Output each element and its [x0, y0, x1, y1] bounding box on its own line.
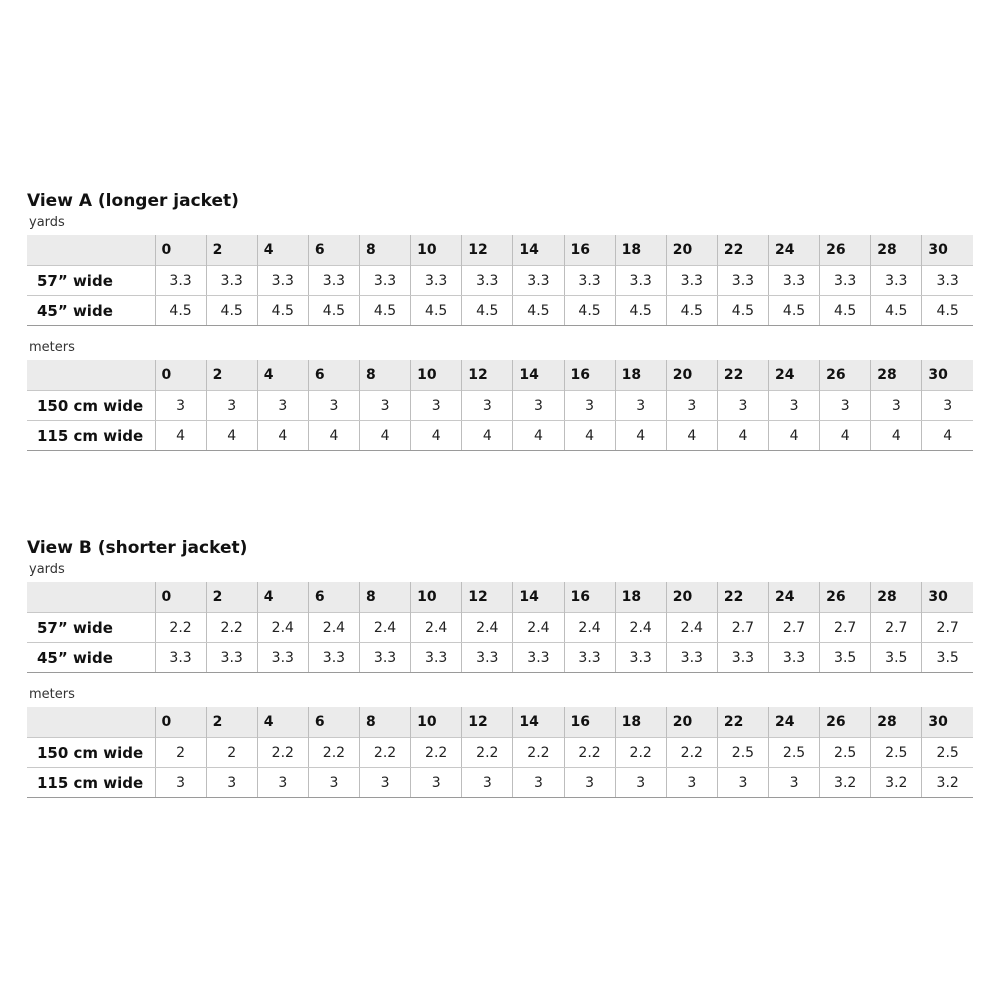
view-a-unit-label-yards: yards	[29, 215, 65, 230]
table-row	[27, 613, 973, 643]
yardage-cell: 3.3	[615, 266, 666, 296]
yardage-cell: 3.3	[717, 266, 768, 296]
header-corner-cell	[27, 235, 155, 266]
size-header-row	[27, 582, 973, 613]
size-header-cell: 8	[360, 582, 411, 613]
yardage-cell: 3.2	[871, 768, 922, 798]
size-header-cell: 28	[871, 707, 922, 738]
yardage-cell: 2.4	[360, 613, 411, 643]
yardage-cell: 2.4	[462, 613, 513, 643]
yardage-cell: 4.5	[308, 296, 359, 326]
size-header-cell: 22	[717, 582, 768, 613]
row-label: 57” wide	[27, 266, 155, 296]
row-label: 45” wide	[27, 296, 155, 326]
size-header-cell: 16	[564, 235, 615, 266]
size-header-cell: 8	[360, 235, 411, 266]
yardage-cell: 3.3	[513, 266, 564, 296]
row-label: 57” wide	[27, 613, 155, 643]
table-row	[27, 266, 973, 296]
size-header-cell: 6	[308, 235, 359, 266]
yardage-cell: 3.5	[922, 643, 973, 673]
yardage-cell: 4.5	[717, 296, 768, 326]
yardage-cell: 2.7	[871, 613, 922, 643]
size-header-cell: 22	[717, 235, 768, 266]
table-row	[27, 768, 973, 798]
yardage-cell: 2.2	[206, 613, 257, 643]
yardage-cell: 2.4	[513, 613, 564, 643]
size-header-cell: 30	[922, 235, 973, 266]
yardage-cell: 3.3	[308, 266, 359, 296]
size-header-cell: 0	[155, 582, 206, 613]
yardage-cell: 3	[769, 768, 820, 798]
yardage-cell: 2.5	[922, 738, 973, 768]
yardage-cell: 3.3	[922, 266, 973, 296]
size-header-cell: 14	[513, 360, 564, 391]
row-label: 115 cm wide	[27, 768, 155, 798]
yardage-cell: 3.3	[462, 643, 513, 673]
yardage-cell: 3	[206, 768, 257, 798]
yardage-cell: 3	[462, 768, 513, 798]
yardage-cell: 2.2	[615, 738, 666, 768]
yardage-cell: 2.7	[922, 613, 973, 643]
view-b-section	[27, 535, 973, 811]
yardage-cell: 3.3	[308, 643, 359, 673]
yardage-cell: 3.3	[411, 643, 462, 673]
yardage-cell: 4.5	[615, 296, 666, 326]
yardage-cell: 2.4	[411, 613, 462, 643]
table-row	[27, 738, 973, 768]
size-header-cell: 28	[871, 235, 922, 266]
yardage-cell: 2.2	[308, 738, 359, 768]
yardage-cell: 3.3	[769, 266, 820, 296]
yardage-cell: 3	[360, 391, 411, 421]
size-header-cell: 26	[820, 235, 871, 266]
size-header-cell: 20	[666, 360, 717, 391]
yardage-cell: 3.3	[564, 643, 615, 673]
size-header-cell: 6	[308, 360, 359, 391]
yardage-cell: 3.3	[462, 266, 513, 296]
yardage-cell: 3	[206, 391, 257, 421]
size-header-cell: 2	[206, 360, 257, 391]
yardage-cell: 4	[666, 421, 717, 451]
size-header-cell: 30	[922, 582, 973, 613]
size-header-cell: 12	[462, 707, 513, 738]
yardage-cell: 4	[513, 421, 564, 451]
size-header-cell: 14	[513, 707, 564, 738]
yardage-cell: 3	[513, 768, 564, 798]
yardage-cell: 3	[666, 768, 717, 798]
size-header-cell: 12	[462, 235, 513, 266]
view-b-tables	[27, 561, 973, 798]
size-header-cell: 4	[257, 582, 308, 613]
yardage-cell: 3.3	[257, 266, 308, 296]
yardage-cell: 2.4	[257, 613, 308, 643]
size-header-cell: 18	[615, 582, 666, 613]
size-header-cell: 4	[257, 235, 308, 266]
size-header-cell: 10	[411, 360, 462, 391]
yardage-cell: 3	[462, 391, 513, 421]
yardage-cell: 3	[411, 391, 462, 421]
yardage-cell: 3.3	[155, 266, 206, 296]
yardage-cell: 3	[411, 768, 462, 798]
size-header-cell: 12	[462, 582, 513, 613]
size-header-cell: 18	[615, 360, 666, 391]
view-a-tables	[27, 214, 973, 451]
size-header-cell: 2	[206, 235, 257, 266]
size-header-cell: 28	[871, 360, 922, 391]
view-b-yards-table	[27, 582, 973, 673]
yardage-cell: 4	[717, 421, 768, 451]
yardage-cell: 2.7	[717, 613, 768, 643]
size-header-cell: 24	[769, 235, 820, 266]
size-header-row	[27, 360, 973, 391]
yardage-cell: 3	[769, 391, 820, 421]
size-header-cell: 10	[411, 707, 462, 738]
size-header-cell: 12	[462, 360, 513, 391]
view-a-title: View A (longer jacket)	[27, 191, 239, 211]
yardage-cell: 3.3	[871, 266, 922, 296]
size-header-row	[27, 235, 973, 266]
yardage-cell: 2.2	[564, 738, 615, 768]
yardage-cell: 2.2	[257, 738, 308, 768]
yardage-cell: 3	[871, 391, 922, 421]
size-header-cell: 0	[155, 360, 206, 391]
size-header-cell: 30	[922, 360, 973, 391]
yardage-cell: 4.5	[871, 296, 922, 326]
size-header-cell: 8	[360, 707, 411, 738]
size-header-cell: 26	[820, 707, 871, 738]
yardage-cell: 4	[564, 421, 615, 451]
size-header-cell: 30	[922, 707, 973, 738]
view-a-section	[27, 188, 973, 464]
yardage-cell: 3	[564, 391, 615, 421]
size-header-cell: 16	[564, 582, 615, 613]
yardage-cell: 4	[360, 421, 411, 451]
yardage-cell: 3.5	[871, 643, 922, 673]
yardage-cell: 3.2	[922, 768, 973, 798]
size-header-cell: 18	[615, 707, 666, 738]
yardage-cell: 3	[308, 391, 359, 421]
yardage-cell: 3.3	[666, 643, 717, 673]
size-header-cell: 2	[206, 582, 257, 613]
yardage-cell: 3.3	[155, 643, 206, 673]
yardage-cell: 2.4	[564, 613, 615, 643]
yardage-cell: 3	[820, 391, 871, 421]
row-label: 150 cm wide	[27, 738, 155, 768]
yardage-cell: 2.2	[155, 613, 206, 643]
view-a-meters-table	[27, 360, 973, 451]
size-header-cell: 0	[155, 707, 206, 738]
yardage-cell: 4	[411, 421, 462, 451]
yardage-cell: 4	[462, 421, 513, 451]
view-a-yards-table	[27, 235, 973, 326]
yardage-cell: 2.5	[871, 738, 922, 768]
row-label: 150 cm wide	[27, 391, 155, 421]
yardage-cell: 4	[871, 421, 922, 451]
yardage-cell: 4	[615, 421, 666, 451]
yardage-cell: 4.5	[206, 296, 257, 326]
yardage-cell: 3	[360, 768, 411, 798]
yardage-cell: 2.2	[360, 738, 411, 768]
size-header-cell: 24	[769, 707, 820, 738]
view-a-unit-label-meters: meters	[29, 340, 75, 355]
size-header-cell: 14	[513, 235, 564, 266]
yardage-cell: 3.3	[257, 643, 308, 673]
size-header-cell: 26	[820, 582, 871, 613]
yardage-cell: 3	[513, 391, 564, 421]
size-header-cell: 16	[564, 707, 615, 738]
view-b-unit-label-meters: meters	[29, 687, 75, 702]
row-label: 115 cm wide	[27, 421, 155, 451]
header-corner-cell	[27, 360, 155, 391]
size-header-cell: 6	[308, 582, 359, 613]
view-b-title: View B (shorter jacket)	[27, 538, 248, 558]
size-header-cell: 22	[717, 707, 768, 738]
yardage-cell: 3	[155, 391, 206, 421]
table-row	[27, 421, 973, 451]
size-header-cell: 24	[769, 582, 820, 613]
yardage-cell: 2.2	[411, 738, 462, 768]
size-header-cell: 28	[871, 582, 922, 613]
yardage-cell: 3	[666, 391, 717, 421]
yardage-cell: 4.5	[411, 296, 462, 326]
yardage-cell: 3.3	[206, 266, 257, 296]
size-header-cell: 4	[257, 707, 308, 738]
yardage-cell: 2.2	[666, 738, 717, 768]
size-header-cell: 10	[411, 235, 462, 266]
view-b-unit-label-yards: yards	[29, 562, 65, 577]
size-header-row	[27, 707, 973, 738]
yardage-cell: 3.3	[513, 643, 564, 673]
view-b-meters-table	[27, 707, 973, 798]
yardage-cell: 4	[308, 421, 359, 451]
yardage-cell: 3	[564, 768, 615, 798]
yardage-cell: 2.4	[308, 613, 359, 643]
yardage-cell: 2.4	[615, 613, 666, 643]
yardage-cell: 3.2	[820, 768, 871, 798]
yardage-cell: 4	[155, 421, 206, 451]
size-header-cell: 10	[411, 582, 462, 613]
yardage-cell: 3.3	[206, 643, 257, 673]
yardage-cell: 3	[257, 391, 308, 421]
size-header-cell: 14	[513, 582, 564, 613]
yardage-cell: 4.5	[257, 296, 308, 326]
header-corner-cell	[27, 707, 155, 738]
size-header-cell: 6	[308, 707, 359, 738]
yardage-cell: 4.5	[513, 296, 564, 326]
yardage-cell: 3	[717, 391, 768, 421]
size-header-cell: 8	[360, 360, 411, 391]
yardage-cell: 3.3	[717, 643, 768, 673]
yardage-cell: 2.7	[769, 613, 820, 643]
yardage-cell: 2.5	[820, 738, 871, 768]
yardage-cell: 3	[922, 391, 973, 421]
row-label: 45” wide	[27, 643, 155, 673]
yardage-cell: 3.3	[564, 266, 615, 296]
size-header-cell: 22	[717, 360, 768, 391]
size-header-cell: 26	[820, 360, 871, 391]
yardage-cell: 4.5	[922, 296, 973, 326]
yardage-cell: 2.5	[769, 738, 820, 768]
yardage-cell: 3	[308, 768, 359, 798]
size-header-cell: 24	[769, 360, 820, 391]
yardage-cell: 4.5	[666, 296, 717, 326]
yardage-cell: 3.3	[615, 643, 666, 673]
yardage-cell: 4	[206, 421, 257, 451]
yardage-cell: 2.7	[820, 613, 871, 643]
yardage-cell: 3	[257, 768, 308, 798]
yardage-cell: 4	[922, 421, 973, 451]
yardage-cell: 3.3	[360, 643, 411, 673]
size-header-cell: 0	[155, 235, 206, 266]
yardage-cell: 4.5	[564, 296, 615, 326]
size-header-cell: 16	[564, 360, 615, 391]
yardage-cell: 2	[155, 738, 206, 768]
yardage-cell: 4.5	[820, 296, 871, 326]
yardage-cell: 4.5	[360, 296, 411, 326]
yardage-cell: 4	[257, 421, 308, 451]
size-header-cell: 2	[206, 707, 257, 738]
size-header-cell: 18	[615, 235, 666, 266]
yardage-cell: 3.3	[666, 266, 717, 296]
yardage-cell: 4.5	[769, 296, 820, 326]
yardage-cell: 2.5	[717, 738, 768, 768]
yardage-cell: 2.2	[462, 738, 513, 768]
yardage-cell: 3.5	[820, 643, 871, 673]
yardage-cell: 3.3	[820, 266, 871, 296]
yardage-cell: 3	[717, 768, 768, 798]
table-row	[27, 643, 973, 673]
yardage-cell: 3	[615, 391, 666, 421]
yardage-cell: 4	[769, 421, 820, 451]
yardage-cell: 4	[820, 421, 871, 451]
yardage-cell: 3.3	[360, 266, 411, 296]
size-header-cell: 20	[666, 235, 717, 266]
size-header-cell: 20	[666, 582, 717, 613]
yardage-cell: 3.3	[411, 266, 462, 296]
table-row	[27, 391, 973, 421]
yardage-cell: 3.3	[769, 643, 820, 673]
size-header-cell: 20	[666, 707, 717, 738]
yardage-cell: 4.5	[155, 296, 206, 326]
yardage-cell: 3	[615, 768, 666, 798]
size-header-cell: 4	[257, 360, 308, 391]
header-corner-cell	[27, 582, 155, 613]
table-row	[27, 296, 973, 326]
yardage-cell: 2.2	[513, 738, 564, 768]
yardage-cell: 3	[155, 768, 206, 798]
yardage-cell: 2	[206, 738, 257, 768]
yardage-cell: 4.5	[462, 296, 513, 326]
yardage-cell: 2.4	[666, 613, 717, 643]
